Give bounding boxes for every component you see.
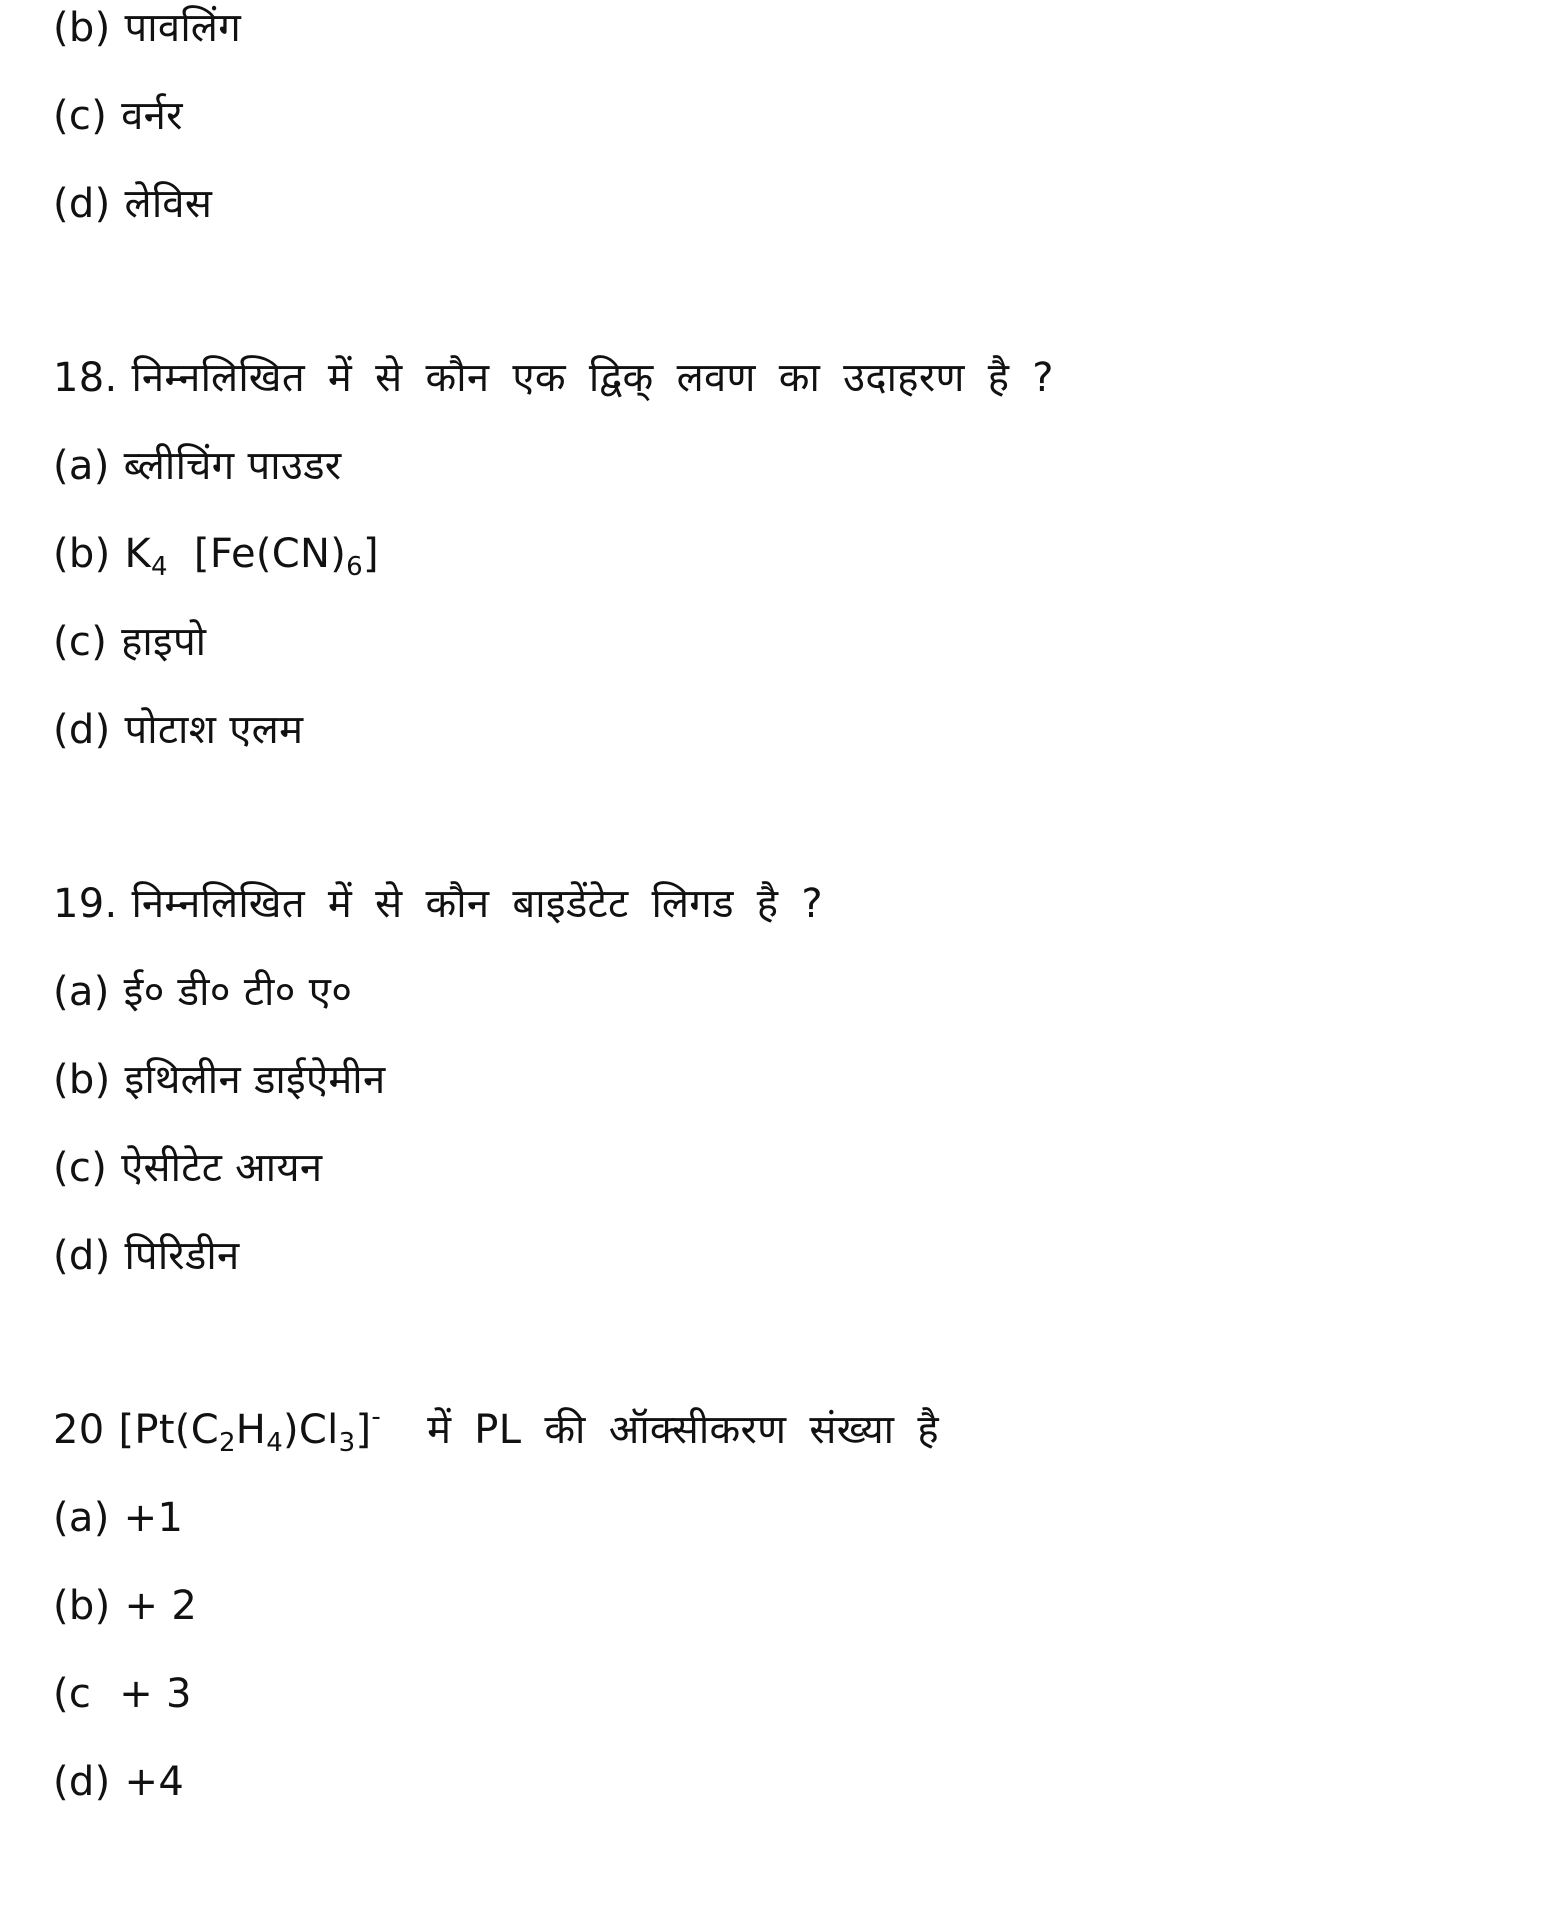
formula bbox=[118, 1402, 382, 1458]
q20-option-b bbox=[53, 1580, 197, 1632]
q20-option-a bbox=[53, 1492, 183, 1544]
question-number: 19. bbox=[53, 881, 118, 927]
option-label: (c) bbox=[53, 619, 108, 665]
option-text: पावलिंग bbox=[124, 5, 242, 51]
formula-superscript: - bbox=[371, 1402, 382, 1432]
option-text: + 2 bbox=[124, 1583, 198, 1629]
q18-option-c bbox=[53, 616, 206, 668]
option-label: (d) bbox=[53, 1233, 111, 1279]
formula-part: )Cl bbox=[283, 1407, 339, 1453]
formula-subscript: 6 bbox=[346, 552, 363, 582]
formula-part: ] bbox=[355, 1407, 372, 1453]
option-label: (d) bbox=[53, 1759, 111, 1805]
option-label: (b) bbox=[53, 531, 111, 577]
q19-option-c bbox=[53, 1142, 322, 1194]
formula-part: K bbox=[124, 531, 152, 577]
formula-part: [Fe(CN) bbox=[193, 531, 347, 577]
formula-subscript: 2 bbox=[218, 1428, 236, 1458]
q19-option-a bbox=[53, 966, 352, 1018]
formula-part: ] bbox=[362, 531, 379, 577]
option-text: ऐसीटेट आयन bbox=[121, 1145, 323, 1191]
question-number: 20 bbox=[53, 1407, 105, 1453]
q19-option-b bbox=[53, 1054, 385, 1106]
question-text: में PL की ऑक्सीकरण संख्या है bbox=[427, 1407, 939, 1453]
option-text: पोटाश एलम bbox=[124, 707, 304, 753]
option-text: +1 bbox=[123, 1495, 184, 1541]
option-text: ई० डी० टी० ए० bbox=[123, 969, 353, 1015]
option-label: (c) bbox=[53, 93, 108, 139]
option-label: (a) bbox=[53, 969, 110, 1015]
option-label: (d) bbox=[53, 181, 111, 227]
q18-question bbox=[53, 352, 1054, 404]
question-number: 18. bbox=[53, 355, 118, 401]
q20-question bbox=[53, 1404, 939, 1456]
q20-option-d bbox=[53, 1756, 184, 1808]
question-text: निम्नलिखित में से कौन एक द्विक् लवण का उदाहरण है ? bbox=[131, 355, 1054, 401]
q17-option-c bbox=[53, 90, 183, 142]
option-label: (a) bbox=[53, 1495, 110, 1541]
option-text: हाइपो bbox=[121, 619, 207, 665]
formula-part: [Pt(C bbox=[118, 1407, 219, 1453]
option-text: लेविस bbox=[124, 181, 213, 227]
option-text: पिरिडीन bbox=[124, 1233, 240, 1279]
question-text: निम्नलिखित में से कौन बाइडेंटेट लिगड है ? bbox=[131, 881, 823, 927]
q18-option-d bbox=[53, 704, 303, 756]
option-text: +4 bbox=[124, 1759, 185, 1805]
q17-option-b bbox=[53, 2, 241, 54]
q19-question bbox=[53, 878, 823, 930]
option-label: (d) bbox=[53, 707, 111, 753]
q18-option-b bbox=[53, 528, 379, 580]
option-text: ब्लीचिंग पाउडर bbox=[123, 443, 342, 489]
option-label: (b) bbox=[53, 1057, 111, 1103]
q18-option-a bbox=[53, 440, 341, 492]
formula-subscript: 4 bbox=[151, 552, 168, 582]
option-label: (b) bbox=[53, 1583, 111, 1629]
option-label: (c bbox=[53, 1671, 92, 1717]
option-label: (a) bbox=[53, 443, 110, 489]
formula-subscript: 4 bbox=[266, 1428, 284, 1458]
formula-subscript: 3 bbox=[338, 1428, 356, 1458]
option-text: वर्नर bbox=[121, 93, 183, 139]
q19-option-d bbox=[53, 1230, 239, 1282]
q17-option-d bbox=[53, 178, 212, 230]
q20-option-c bbox=[53, 1668, 192, 1720]
option-text: इथिलीन डाईऐमीन bbox=[124, 1057, 386, 1103]
formula bbox=[124, 531, 379, 582]
option-text: + 3 bbox=[119, 1671, 192, 1717]
option-label: (c) bbox=[53, 1145, 108, 1191]
option-label: (b) bbox=[53, 5, 111, 51]
formula-part: H bbox=[235, 1407, 267, 1453]
